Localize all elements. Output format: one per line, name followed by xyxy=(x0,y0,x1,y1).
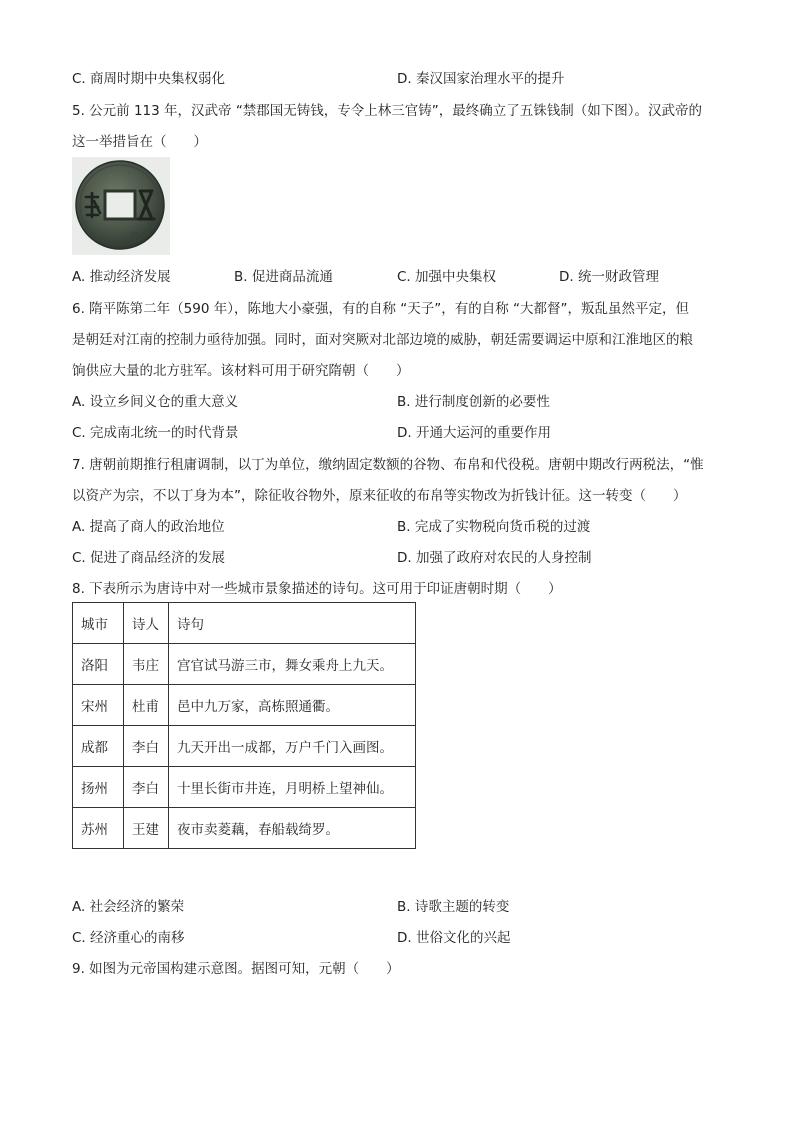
q6-option-a: A. 设立乡间义仓的重大意义 xyxy=(72,394,239,410)
q4-option-d: D. 秦汉国家治理水平的提升 xyxy=(397,71,565,87)
q7-stem-line1: 7. 唐朝前期推行租庸调制，以丁为单位，缴纳固定数额的谷物、布帛和代役税。唐朝中期改行两税法，“惟 xyxy=(72,457,704,473)
table-cell-verse: 九天开出一成都，万户千门入画图。 xyxy=(169,726,416,767)
q5-option-d: D. 统一财政管理 xyxy=(559,269,659,285)
table-header-cell: 城市 xyxy=(73,603,124,644)
coin-illustration xyxy=(72,157,170,255)
table-header-cell: 诗句 xyxy=(169,603,416,644)
table-cell-poet: 王建 xyxy=(124,808,169,849)
q5-option-a: A. 推动经济发展 xyxy=(72,269,171,285)
q5-stem-line2: 这一举措旨在（ ） xyxy=(72,134,207,150)
q8-option-b: B. 诗歌主题的转变 xyxy=(397,899,510,915)
table-row xyxy=(73,767,416,808)
q5-option-c: C. 加强中央集权 xyxy=(397,269,497,285)
table-cell-verse: 宫官试马游三市，舞女乘舟上九天。 xyxy=(169,644,416,685)
q6-stem-line3: 饷供应大量的北方驻军。该材料可用于研究隋朝（ ） xyxy=(72,363,410,379)
table-cell-verse: 夜市卖菱藕，春船载绮罗。 xyxy=(169,808,416,849)
table-row xyxy=(73,685,416,726)
q6-stem-line2: 是朝廷对江南的控制力亟待加强。同时，面对突厥对北部边境的威胁，朝廷需要调运中原和江淮地区的粮 xyxy=(72,332,693,348)
table-cell-verse: 邑中九万家，高栋照通衢。 xyxy=(169,685,416,726)
table-row xyxy=(73,808,416,849)
table-cell-city: 宋州 xyxy=(73,685,124,726)
q6-option-c: C. 完成南北统一的时代背景 xyxy=(72,425,239,441)
q6-option-d: D. 开通大运河的重要作用 xyxy=(397,425,551,441)
table-cell-verse: 十里长街市井连，月明桥上望神仙。 xyxy=(169,767,416,808)
table-cell-poet: 韦庄 xyxy=(124,644,169,685)
table-cell-city: 成都 xyxy=(73,726,124,767)
table-header-row xyxy=(73,603,416,644)
q7-option-b: B. 完成了实物税向货币税的过渡 xyxy=(397,519,591,535)
table-cell-city: 洛阳 xyxy=(73,644,124,685)
q7-option-c: C. 促进了商品经济的发展 xyxy=(72,550,226,566)
q9-stem: 9. 如图为元帝国构建示意图。据图可知，元朝（ ） xyxy=(72,961,400,977)
table-header-cell: 诗人 xyxy=(124,603,169,644)
q5-stem-line1: 5. 公元前 113 年，汉武帝 “禁郡国无铸钱，专令上林三官铸”，最终确立了五铢钱制（如下图）。汉武帝的 xyxy=(72,103,703,119)
q6-option-b: B. 进行制度创新的必要性 xyxy=(397,394,550,410)
table-cell-city: 苏州 xyxy=(73,808,124,849)
table-cell-poet: 李白 xyxy=(124,767,169,808)
q5-option-b: B. 促进商品流通 xyxy=(234,269,333,285)
q4-option-c: C. 商周时期中央集权弱化 xyxy=(72,71,226,87)
table-cell-poet: 杜甫 xyxy=(124,685,169,726)
q7-stem-line2: 以资产为宗，不以丁身为本”，除征收谷物外，原来征收的布帛等实物改为折钱计征。这一转变（ ） xyxy=(72,488,687,504)
q8-option-c: C. 经济重心的南移 xyxy=(72,930,185,946)
table-row xyxy=(73,644,416,685)
table-row xyxy=(73,726,416,767)
q7-option-d: D. 加强了政府对农民的人身控制 xyxy=(397,550,592,566)
table-cell-city: 扬州 xyxy=(73,767,124,808)
q8-stem: 8. 下表所示为唐诗中对一些城市景象描述的诗句。这可用于印证唐朝时期（ ） xyxy=(72,581,562,597)
q7-option-a: A. 提高了商人的政治地位 xyxy=(72,519,225,535)
poem-table xyxy=(72,602,416,849)
wuzhu-coin-image xyxy=(72,157,170,255)
table-cell-poet: 李白 xyxy=(124,726,169,767)
q8-option-d: D. 世俗文化的兴起 xyxy=(397,930,511,946)
q6-stem-line1: 6. 隋平陈第二年（590 年），陈地大小豪强，有的自称 “天子”，有的自称 “大都督”，叛乱虽然平定，但 xyxy=(72,301,690,317)
q8-option-a: A. 社会经济的繁荣 xyxy=(72,899,185,915)
